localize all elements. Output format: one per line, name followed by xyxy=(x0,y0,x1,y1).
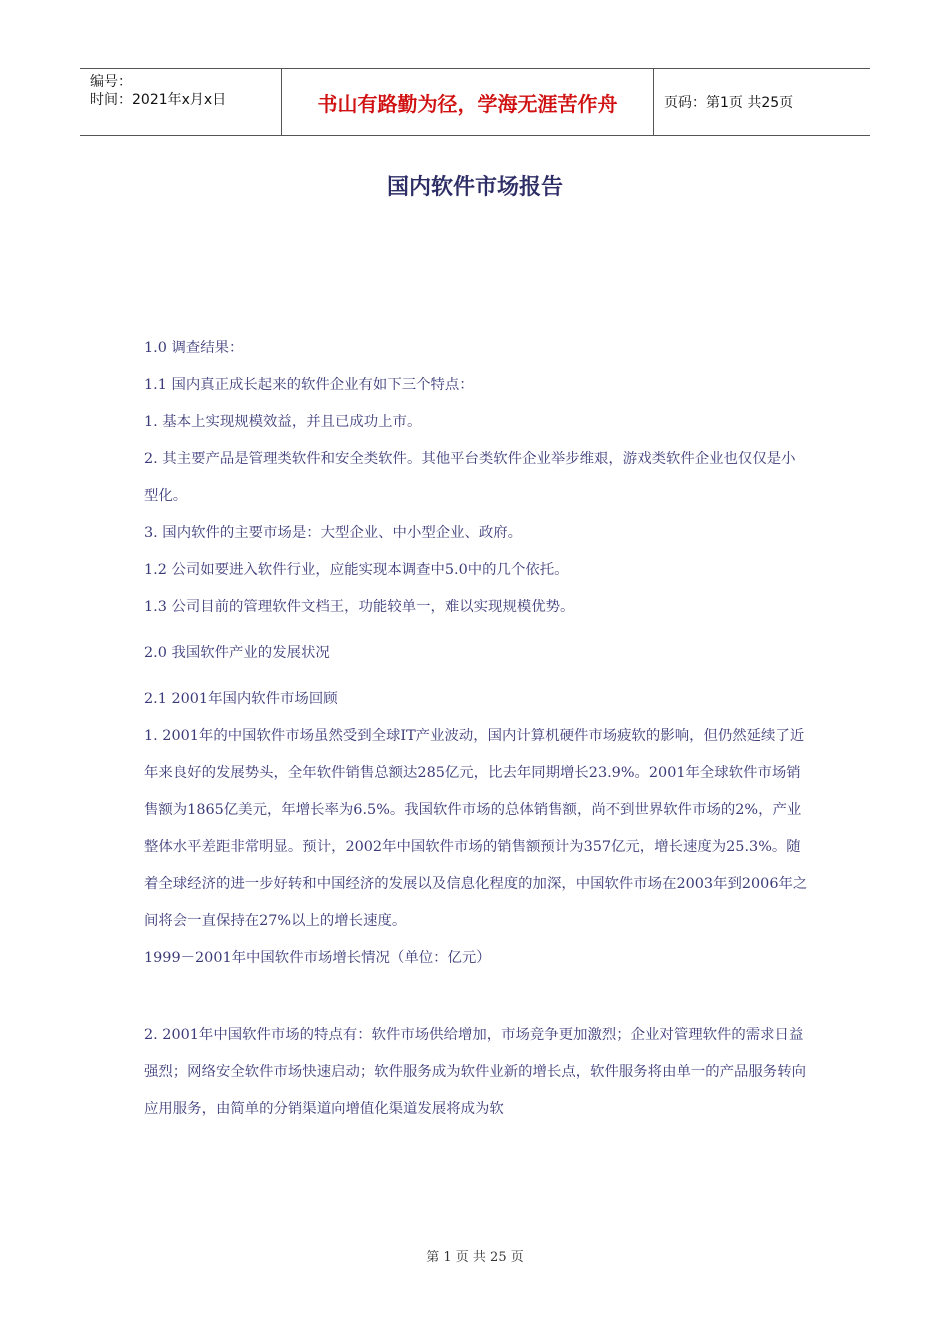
section-heading: 2.0 我国软件产业的发展状况 xyxy=(144,645,330,661)
paragraph: 1.3 公司目前的管理软件文档王，功能较单一，难以实现规模优势。 xyxy=(144,599,575,615)
document-body xyxy=(144,330,808,1128)
document-time-label: 时间：2021年x月x日 xyxy=(90,92,227,108)
paragraph: 1. 2001年的中国软件市场虽然受到全球IT产业波动，国内计算机硬件市场疲软的影响，但仍然延续了近年来良好的发展势头，全年软件销售总额达285亿元，比去年同期增长23.9%。2001年全球软件市场销售额为1865亿美元，年增长率为6.5%。我国软件市场的总体销售额，尚不到世界软件市场的2%，产业整体水平差距非常明显。预计，2002年中国软件市场的销售额预计为357亿元，增长速度为25.3%。随着全球经济的进一步好转和中国经济的发展以及信息化程度的加深，中国软件市场在2003年到2006年之间将会一直保持在27%以上的增长速度。 xyxy=(144,728,808,929)
header-page-code: 页码：第1页 共25页 xyxy=(664,95,794,111)
paragraph: 1.1 国内真正成长起来的软件企业有如下三个特点： xyxy=(144,377,474,393)
header-meta xyxy=(80,69,282,135)
header-motto: 书山有路勤为径，学海无涯苦作舟 xyxy=(282,69,654,135)
paragraph: 1. 基本上实现规模效益，并且已成功上市。 xyxy=(144,414,422,430)
document-title: 国内软件市场报告 xyxy=(386,175,563,200)
paragraph: 2. 其主要产品是管理类软件和安全类软件。其他平台类软件企业举步维艰，游戏类软件企业也仅仅是小型化。 xyxy=(144,451,796,504)
document-number-label: 编号： xyxy=(90,74,132,90)
table-caption: 1999－2001年中国软件市场增长情况（单位：亿元） xyxy=(144,950,491,966)
section-heading: 2.1 2001年国内软件市场回顾 xyxy=(144,691,338,707)
paragraph: 3. 国内软件的主要市场是：大型企业、中小型企业、政府。 xyxy=(144,525,523,541)
paragraph: 1.2 公司如要进入软件行业，应能实现本调查中5.0中的几个依托。 xyxy=(144,562,569,578)
paragraph: 2. 2001年中国软件市场的特点有：软件市场供给增加，市场竞争更加激烈；企业对管理软件的需求日益强烈；网络安全软件市场快速启动；软件服务成为软件业新的增长点，软件服务将由单一的产品服务转向应用服务，由简单的分销渠道向增值化渠道发展将成为软 xyxy=(144,1027,806,1117)
page-header xyxy=(80,68,870,136)
page-footer: 第 1 页 共 25 页 xyxy=(426,1250,524,1265)
paragraph: 1.0 调查结果： xyxy=(144,340,244,356)
